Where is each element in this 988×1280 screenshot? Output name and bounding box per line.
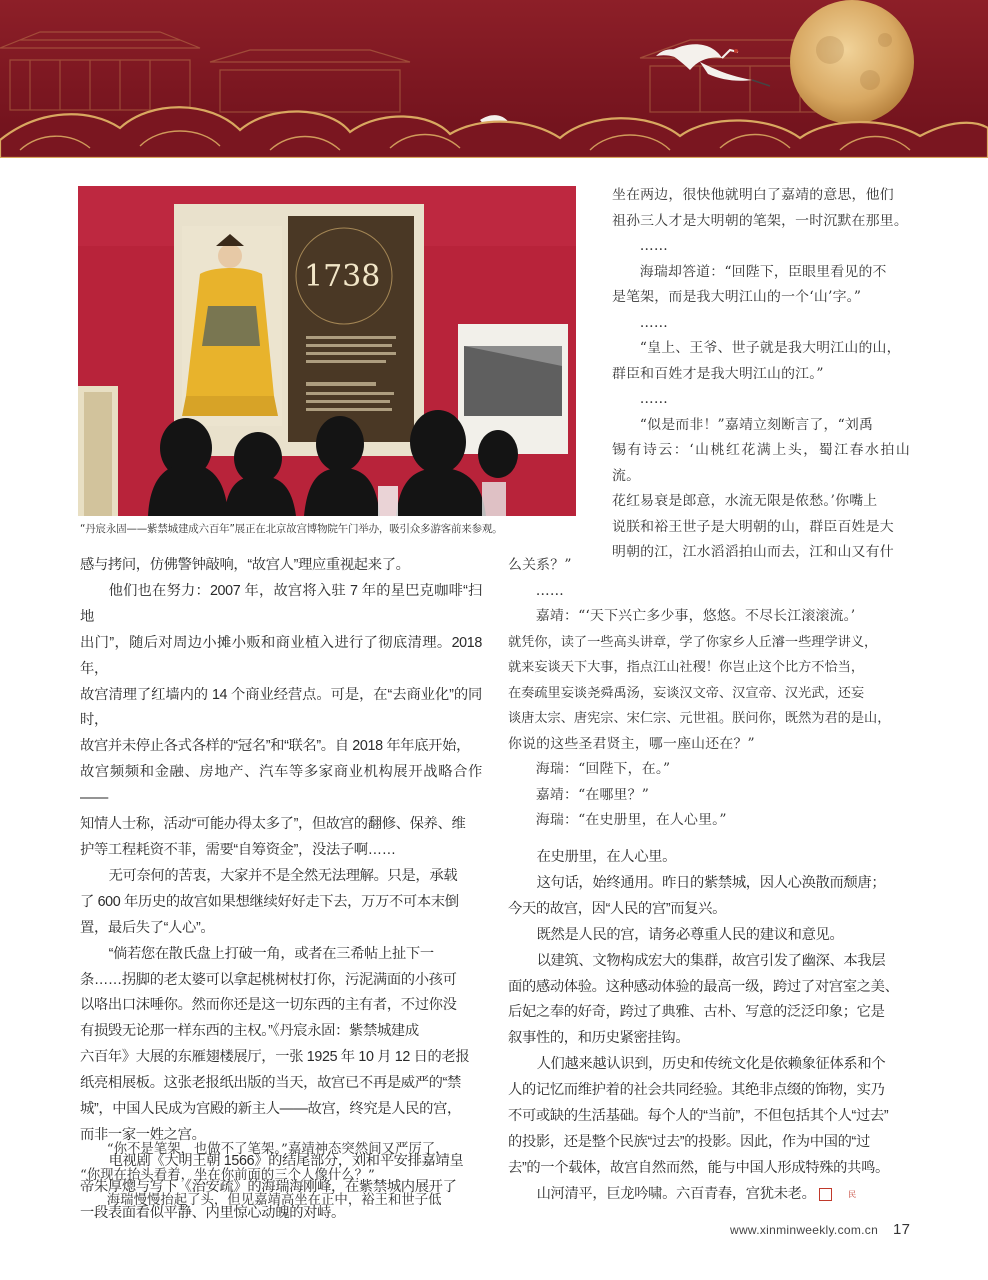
paragraph: 护等工程耗资不菲，需要“自筹资金”，没法子啊…… bbox=[80, 841, 396, 858]
left-column-dialogue bbox=[80, 1137, 482, 1214]
paragraph: 出门”，随后对周边小摊小贩和商业植入进行了彻底清理。2018 年， bbox=[80, 634, 482, 677]
paragraph: 以建筑、文物构成宏大的集群，故宫引发了幽深、本我层 bbox=[536, 952, 886, 969]
paragraph: 嘉靖：“‘天下兴亡多少事，悠悠。不尽长江滚滚流。’ bbox=[535, 608, 856, 624]
paragraph: 故宫清理了红墙内的 14 个商业经营点。可是，在“去商业化”的同时， bbox=[80, 686, 482, 729]
paragraph: 的投影，还是整个民族“过去”的投影。因此，作为中国的“过 bbox=[508, 1133, 870, 1150]
paragraph: 海瑞：“回陛下，在。” bbox=[535, 761, 671, 777]
paragraph: 六百年》大展的东雁翅楼展厅，一张 1925 年 10 月 12 日的老报 bbox=[80, 1049, 470, 1066]
paragraph: …… bbox=[639, 314, 668, 331]
paragraph: 锡有诗云：‘山桃红花满上头，蜀江春水拍山流。 bbox=[612, 442, 910, 484]
paragraph: 这句话，始终通用。昨日的紫禁城，因人心涣散而颓唐； bbox=[536, 874, 886, 891]
paragraph: 么关系？” bbox=[508, 557, 572, 573]
paragraph: …… bbox=[535, 582, 564, 599]
photo-caption: “丹宸永固——紫禁城建成六百年”展正在北京故宫博物院午门举办，吸引众多游客前来参观。 bbox=[80, 523, 503, 535]
paragraph: 坐在两边，很快他就明白了嘉靖的意思，他们 bbox=[612, 187, 894, 203]
paragraph: 叙事性的，和历史紧密挂钩。 bbox=[508, 1030, 690, 1047]
paragraph: 人的记忆而维护着的社会共同经验。其绝非点缀的饰物，实乃 bbox=[508, 1082, 885, 1099]
paragraph: 海瑞慢慢抬起了头，但见嘉靖高坐在正中，裕王和世子低 bbox=[106, 1193, 442, 1208]
paragraph: 说朕和裕王世子是大明朝的山，群臣百姓是大 bbox=[612, 518, 894, 535]
paragraph: 海瑞却答道：“回陛下，臣眼里看见的不 bbox=[639, 263, 887, 280]
paragraph: 他们也在努力：2007 年，故宫将入驻 7 年的星巴克咖啡“扫地 bbox=[80, 582, 482, 625]
paragraph: …… bbox=[639, 391, 668, 407]
paragraph: 帝朱厚熜与写下《治安疏》的海瑞海刚峰，在紫禁城内展开了 bbox=[80, 1178, 457, 1195]
moon-illustration bbox=[790, 0, 914, 124]
paragraph: 嘉靖：“在哪里？” bbox=[535, 786, 650, 803]
header-banner bbox=[0, 0, 988, 158]
paragraph: 置，最后失了“人心”。 bbox=[80, 919, 215, 936]
paragraph: “皇上、王爷、世子就是我大明江山的山， bbox=[639, 340, 901, 356]
paragraph: 故宫频频和金融、房地产、汽车等多家商业机构展开战略合作—— bbox=[80, 764, 482, 807]
emperor-portrait bbox=[182, 226, 282, 426]
paragraph: 电视剧《大明王朝 1566》的结尾部分，刘和平安排嘉靖皇 bbox=[108, 1152, 464, 1169]
right-column-body bbox=[508, 845, 910, 1208]
page-number: 17 bbox=[893, 1221, 911, 1238]
paragraph: 既然是人民的宫，请务必尊重人民的建议和意见。 bbox=[536, 926, 844, 943]
paragraph: “似是而非！”嘉靖立刻断言了，“刘禹 bbox=[639, 416, 874, 433]
right-column-dialogue bbox=[508, 553, 910, 834]
paragraph: 就来妄谈天下大事，指点江山社稷！你岂止这个比方不恰当， bbox=[508, 660, 865, 675]
paragraph: 今天的故宫，因“人民的宫”而复兴。 bbox=[508, 900, 727, 917]
paragraph: 知情人士称，活动“可能办得太多了”，但故宫的翻修、保养、维 bbox=[80, 816, 466, 833]
paragraph: 后妃之奉的好奇，跨过了典雅、古朴、写意的泛泛印象；它是 bbox=[508, 1004, 885, 1021]
paragraph: 群臣和百姓才是我大明江山的江。” bbox=[612, 365, 824, 382]
paragraph: …… bbox=[639, 238, 668, 254]
paragraph: 你说的这些圣君贤主，哪一座山还在？” bbox=[508, 735, 755, 752]
paragraph: 一段表面看似平静、内里惊心动魄的对峙。 bbox=[80, 1204, 345, 1221]
paragraph: 海瑞：“在史册里，在人心里。” bbox=[535, 812, 727, 828]
paragraph-closing bbox=[508, 1182, 910, 1208]
paragraph: 纸亮相展板。这张老报纸出版的当天，故宫已不再是威严的“禁 bbox=[80, 1075, 461, 1092]
exhibit-year-label: 1738 bbox=[304, 259, 381, 294]
footer-url: www.xinminweekly.com.cn bbox=[730, 1223, 879, 1237]
paragraph: 在奏疏里妄谈尧舜禹汤，妄谈汉文帝、汉宣帝、汉光武，还妄 bbox=[508, 685, 865, 701]
paragraph: 人们越来越认识到，历史和传统文化是依赖象征体系和个 bbox=[536, 1056, 886, 1073]
paragraph: 感与拷问，仿佛警钟敲响，“故宫人”理应重视起来了。 bbox=[80, 557, 410, 573]
paragraph: 面的感动体验。这种感动体验的最高一级，跨过了对宫室之美、 bbox=[508, 978, 899, 995]
exhibition-photo bbox=[78, 186, 576, 516]
paragraph: 无可奈何的苦衷，大家并不是全然无法理解。只是，承载 bbox=[108, 867, 458, 884]
left-column-body bbox=[80, 553, 482, 1227]
paragraph: 明朝的江，江水滔滔拍山而去，江和山又有什 bbox=[612, 544, 894, 560]
paragraph: 条……拐脚的老太婆可以拿起桃树杖打你，污泥满面的小孩可 bbox=[80, 971, 457, 988]
end-mark-icon: 民 bbox=[819, 1188, 832, 1201]
paragraph: 有损毁无论那一样东西的主权。”《丹宸永固：紫禁城建成 bbox=[80, 1023, 419, 1040]
paragraph: “倘若您在散氏盘上打破一角，或者在三希帖上扯下一 bbox=[108, 945, 434, 962]
paragraph: 谈唐太宗、唐宪宗、宋仁宗、元世祖。朕问你，既然为君的是山， bbox=[508, 711, 891, 726]
paragraph: 了 600 年历史的故宫如果想继续好好走下去，万万不可本末倒 bbox=[80, 893, 459, 910]
paragraph: 以咯出口沫唾你。然而你还是这一切东西的主有者，不过你没 bbox=[80, 997, 457, 1014]
paragraph: 就凭你，读了一些高头讲章，学了你家乡人丘濬一些理学讲义， bbox=[508, 634, 878, 650]
paragraph: “你现在抬头看着，坐在你前面的三个人像什么？” bbox=[80, 1167, 375, 1183]
paragraph: 而非一家一姓之宫。 bbox=[80, 1126, 206, 1143]
page-footer bbox=[730, 1223, 910, 1237]
paragraph: 祖孙三人才是大明朝的笔架，一时沉默在那里。 bbox=[612, 212, 908, 229]
paragraph: 在史册里，在人心里。 bbox=[536, 849, 677, 865]
paragraph: “你不是笔架，也做不了笔架。”嘉靖神态突然间又严厉了， bbox=[106, 1142, 449, 1157]
closing-line: 山河清平，巨龙吟啸。六百青春，宫犹未老。 bbox=[536, 1185, 816, 1202]
paragraph: 是笔架，而是我大明江山的一个‘山’字。” bbox=[612, 289, 862, 305]
paragraph: 故宫并未停止各式各样的“冠名”和“联名”。自 2018 年年底开始， bbox=[80, 738, 471, 755]
crane-illustration bbox=[656, 44, 770, 86]
paragraph: 去”的一个载体，故宫自然而然，能与中国人形成特殊的共鸣。 bbox=[508, 1159, 889, 1176]
paragraph: 不可或缺的生活基础。每个人的“当前”，不但包括其个人“过去” bbox=[508, 1108, 889, 1125]
palace-clouds-illustration bbox=[0, 0, 988, 158]
paragraph: 花红易衰是郎意，水流无限是侬愁。’你嘴上 bbox=[612, 493, 878, 509]
paragraph: 城”，中国人民成为宫殿的新主人——故宫，终究是人民的宫， bbox=[80, 1101, 461, 1118]
right-column-top bbox=[612, 183, 910, 566]
